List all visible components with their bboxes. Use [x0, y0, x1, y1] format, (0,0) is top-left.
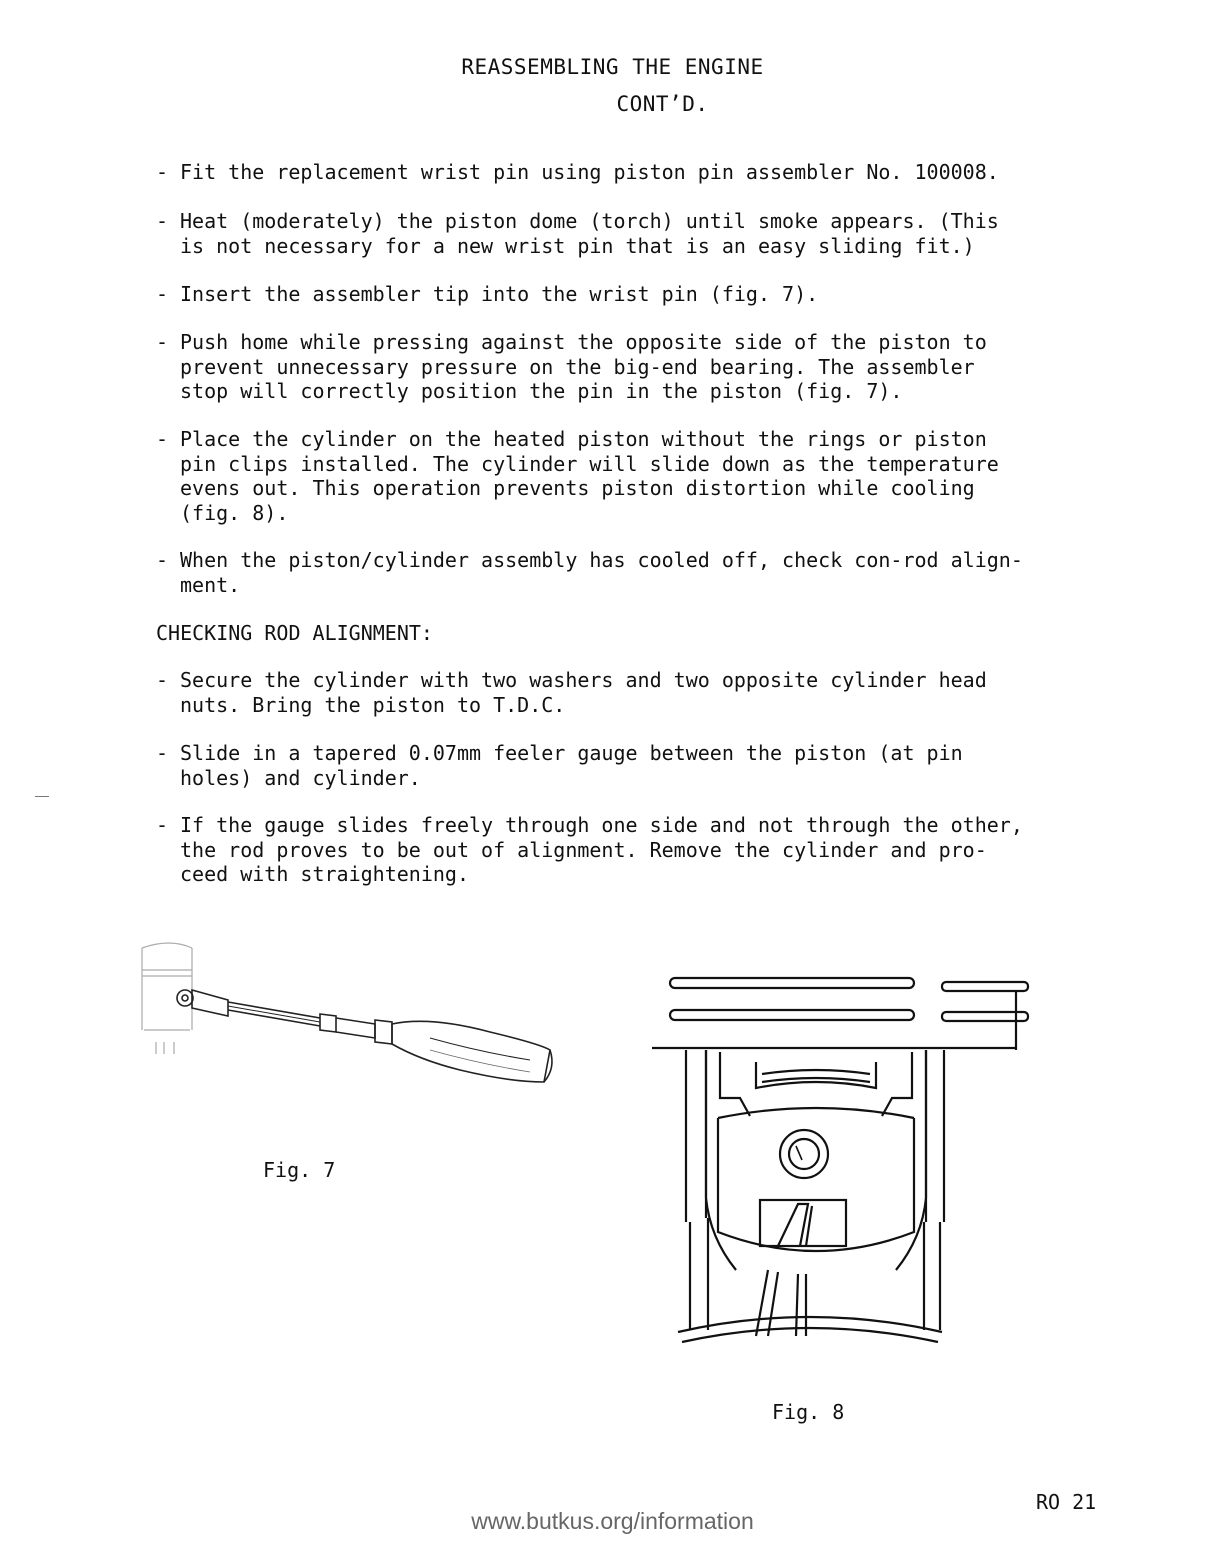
step-text: Secure the cylinder with two washers and two opposite cylinder head nuts. Bring the piston to T.D.C.	[180, 668, 987, 717]
bullet-dash: -	[156, 330, 169, 354]
page-subtitle: CONT’D.	[616, 92, 709, 116]
footer-url[interactable]: www.butkus.org/information	[471, 1508, 754, 1534]
step-fit-wrist-pin	[156, 160, 1056, 185]
step-text: Heat (moderately) the piston dome (torch) until smoke appears. (This is not necessary for a new wrist pin that is an easy sliding fit.)	[180, 209, 999, 258]
page-number: RO 21	[1036, 1490, 1097, 1514]
step-heat-piston	[156, 209, 1056, 258]
page-title: REASSEMBLING THE ENGINE	[461, 55, 764, 79]
bullet-dash: -	[156, 548, 169, 572]
bullet-dash: -	[156, 427, 169, 451]
bullet-dash: -	[156, 282, 169, 306]
step-text: Push home while pressing against the opposite side of the piston to prevent unnecessary pressure on the big-end bearing. The assembler stop will correctly position the pin in the piston (fig. 7).	[180, 330, 987, 403]
bullet-dash: -	[156, 160, 169, 184]
fig7-illustration	[130, 930, 570, 1100]
bullet-dash: -	[156, 741, 169, 765]
section-heading-rod-alignment: CHECKING ROD ALIGNMENT:	[156, 621, 433, 645]
fig7-caption: Fig. 7	[263, 1158, 336, 1182]
step-text: Slide in a tapered 0.07mm feeler gauge between the piston (at pin holes) and cylinder.	[180, 741, 963, 790]
step-text: Place the cylinder on the heated piston without the rings or piston pin clips installed. The cylinder will slide down as the temperature evens out. This operation prevents piston distortion while cooling (fig. 8).	[180, 427, 999, 525]
bullet-dash: -	[156, 813, 169, 837]
bullet-dash: -	[156, 209, 169, 233]
margin-mark	[35, 796, 49, 797]
step-out-of-alignment	[156, 813, 1056, 887]
step-push-home	[156, 330, 1056, 404]
step-feeler-gauge	[156, 741, 1056, 790]
fig8-caption: Fig. 8	[772, 1400, 845, 1424]
step-text: If the gauge slides freely through one side and not through the other, the rod proves to be out of alignment. Remove the cylinder and pro- ceed with straightening.	[180, 813, 1023, 886]
fig8-illustration	[650, 970, 1040, 1355]
step-secure-cylinder	[156, 668, 1056, 717]
step-check-alignment	[156, 548, 1056, 597]
step-insert-tip	[156, 282, 1056, 307]
step-text: Fit the replacement wrist pin using piston pin assembler No. 100008.	[180, 160, 999, 184]
bullet-dash: -	[156, 668, 169, 692]
step-text: When the piston/cylinder assembly has cooled off, check con-rod align- ment.	[180, 548, 1023, 597]
step-text: Insert the assembler tip into the wrist pin (fig. 7).	[180, 282, 819, 306]
step-place-cylinder	[156, 427, 1056, 525]
